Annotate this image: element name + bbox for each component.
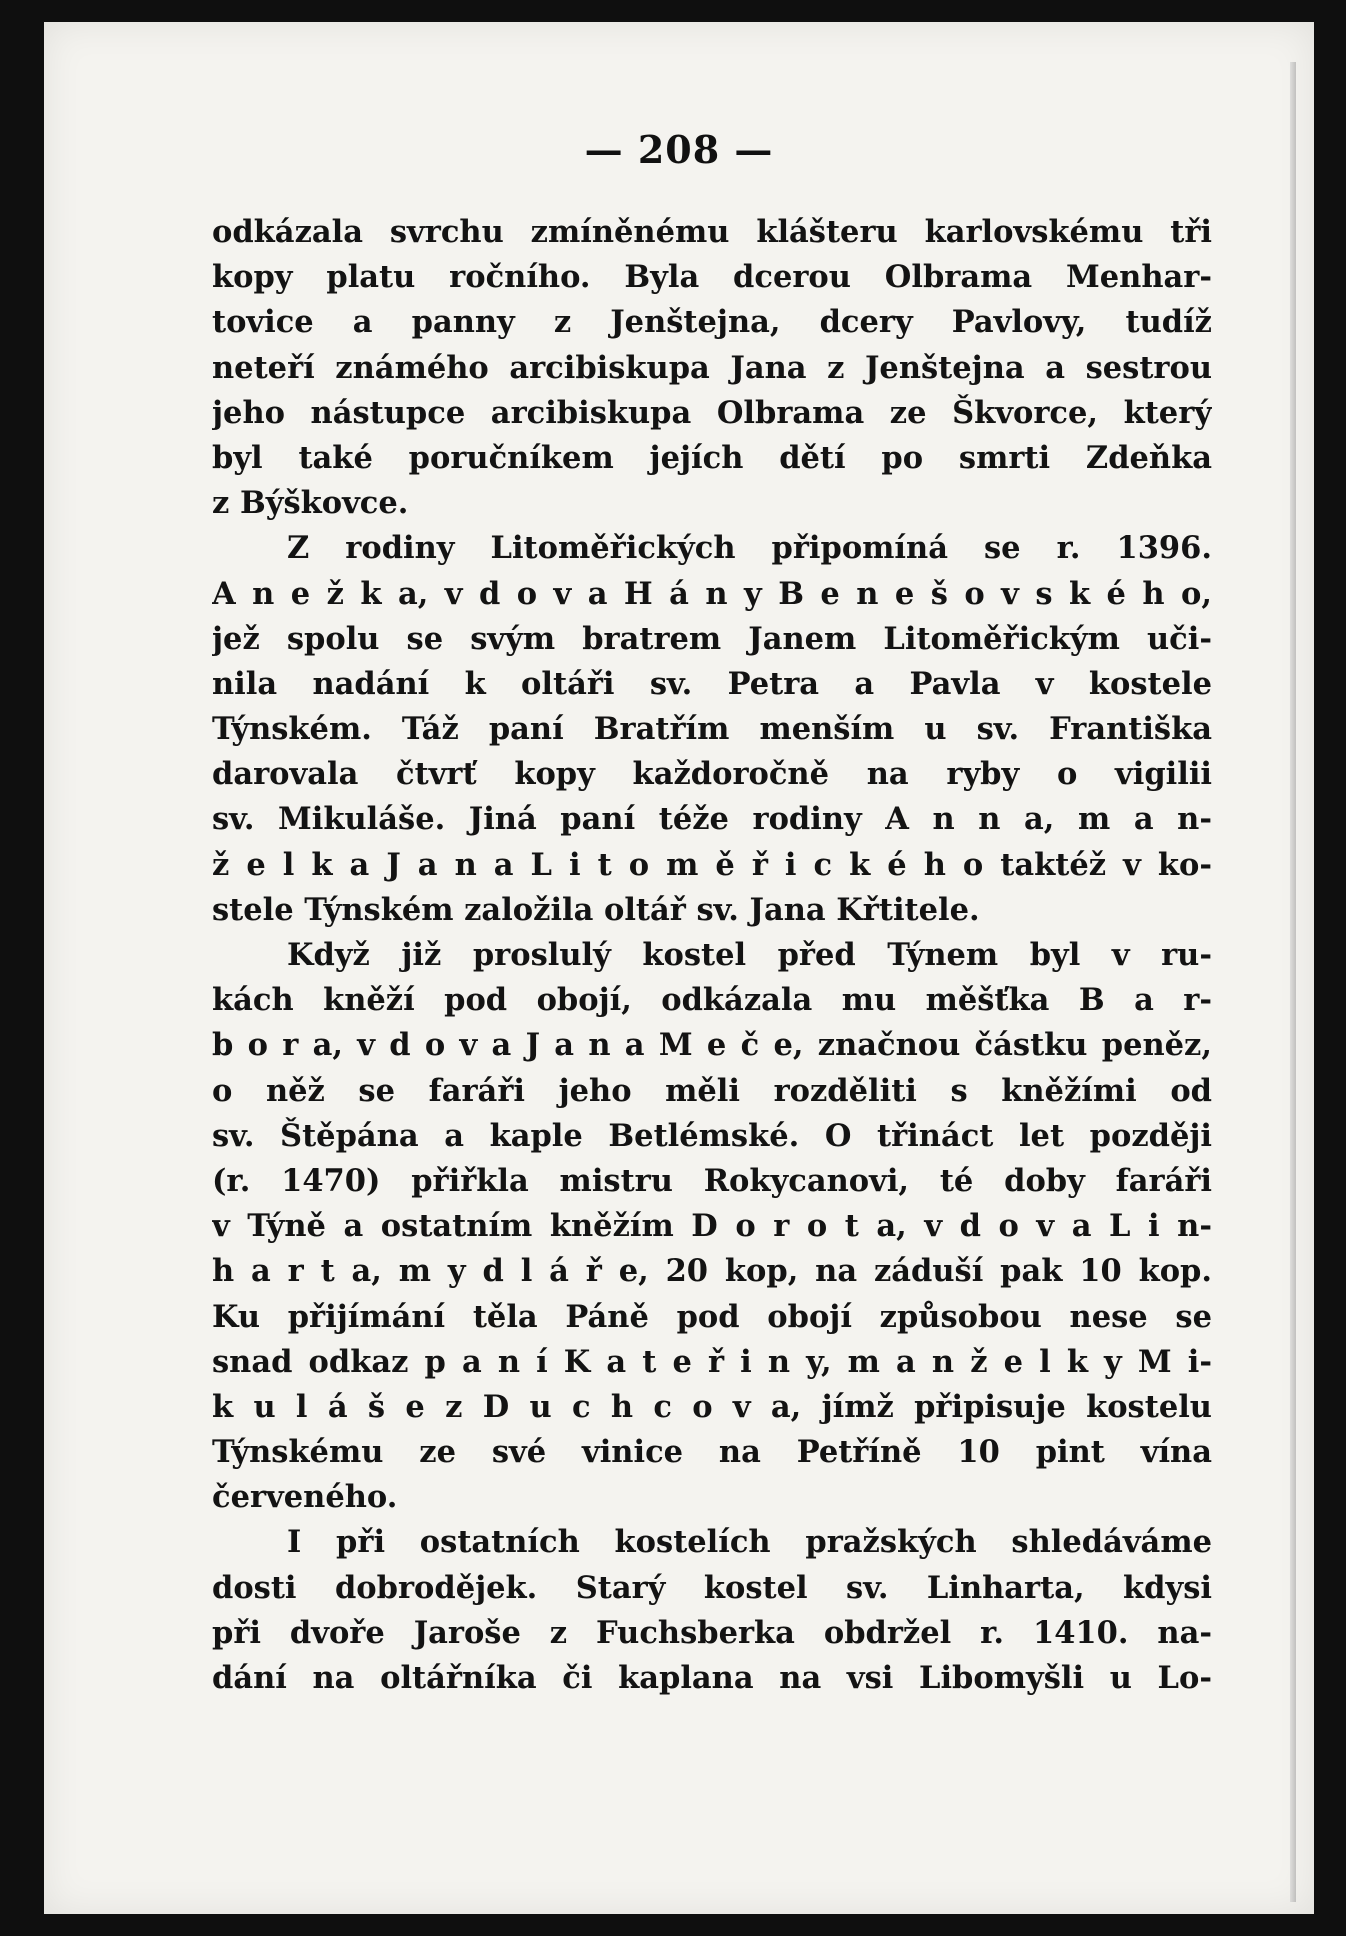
page-edge-shadow [1290,62,1296,1902]
text-line: Z rodiny Litoměřických připomíná se r. 1396. [287,530,1212,567]
text-line: červeného. [212,1479,398,1516]
body-text [212,210,1212,1701]
text-line: kopy platu ročního. Byla dcerou Olbrama Menhar- [212,259,1212,296]
text-line: ž e l k a J a n a L i t o m ě ř i c k é h o taktéž v ko- [212,846,1212,883]
text-line: jeho nástupce arcibiskupa Olbrama ze Škvorce, který [212,394,1212,431]
text-line: v Týně a ostatním kněžím D o r o t a, v d o v a L i n- [212,1208,1212,1245]
text-line: k u l á š e z D u c h c o v a, jímž připisuje kostelu [212,1388,1212,1425]
text-line: sv. Štěpána a kaple Betlémské. O třináct let později [212,1117,1212,1154]
text-line: A n e ž k a, v d o v a H á n y B e n e š o v s k é h o, [212,575,1212,612]
text-line: I při ostatních kostelích pražských shledáváme [287,1524,1212,1561]
text-line: Ku přijímání těla Páně pod obojí způsobou nese se [212,1298,1212,1335]
text-line: b o r a, v d o v a J a n a M e č e, značnou částku peněz, [212,1027,1212,1064]
text-line: odkázala svrchu zmíněnému klášteru karlovskému tři [212,214,1212,250]
text-line: (r. 1470) přiřkla mistru Rokycanovi, té doby faráři [212,1162,1212,1199]
text-line: h a r t a, m y d l á ř e, 20 kop, na záduší pak 10 kop. [212,1253,1212,1290]
text-line: o něž se faráři jeho měli rozděliti s kněžími od [212,1072,1212,1109]
text-line: Když již proslulý kostel před Týnem byl v ru- [287,937,1212,973]
text-line: tovice a panny z Jenštejna, dcery Pavlovy, tudíž [212,304,1212,341]
text-line: byl také poručníkem jejích dětí po smrti Zdeňka [212,439,1212,476]
text-line: dosti dobrodějek. Starý kostel sv. Linharta, kdysi [212,1569,1212,1606]
text-line: dání na oltářníka či kaplana na vsi Libomyšli u Lo- [212,1660,1212,1696]
page-number: — 208 — [584,127,774,172]
text-line: nila nadání k oltáři sv. Petra a Pavla v kostele [212,665,1212,702]
text-line: stele Týnském založila oltář sv. Jana Křtitele. [212,891,980,928]
text-line: z Býškovce. [212,485,409,522]
text-line: kách kněží pod obojí, odkázala mu měšťka B a r- [212,982,1212,1019]
text-line: darovala čtvrť kopy každoročně na ryby o vigilii [212,756,1212,793]
text-line: sv. Mikuláše. Jiná paní téže rodiny A n n a, m a n- [212,801,1212,838]
text-line: při dvoře Jaroše z Fuchsberka obdržel r. 1410. na- [212,1614,1212,1651]
text-line: Týnském. Táž paní Bratřím menším u sv. Františka [212,711,1212,748]
text-line: snad odkaz p a n í K a t e ř i n y, m a n ž e l k y M i- [212,1343,1212,1380]
text-line: Týnskému ze své vinice na Petříně 10 pint vína [212,1434,1212,1471]
text-line: jež spolu se svým bratrem Janem Litoměřickým uči- [212,620,1212,657]
book-page [44,22,1314,1914]
text-line: neteří známého arcibiskupa Jana z Jenštejna a sestrou [212,349,1212,386]
